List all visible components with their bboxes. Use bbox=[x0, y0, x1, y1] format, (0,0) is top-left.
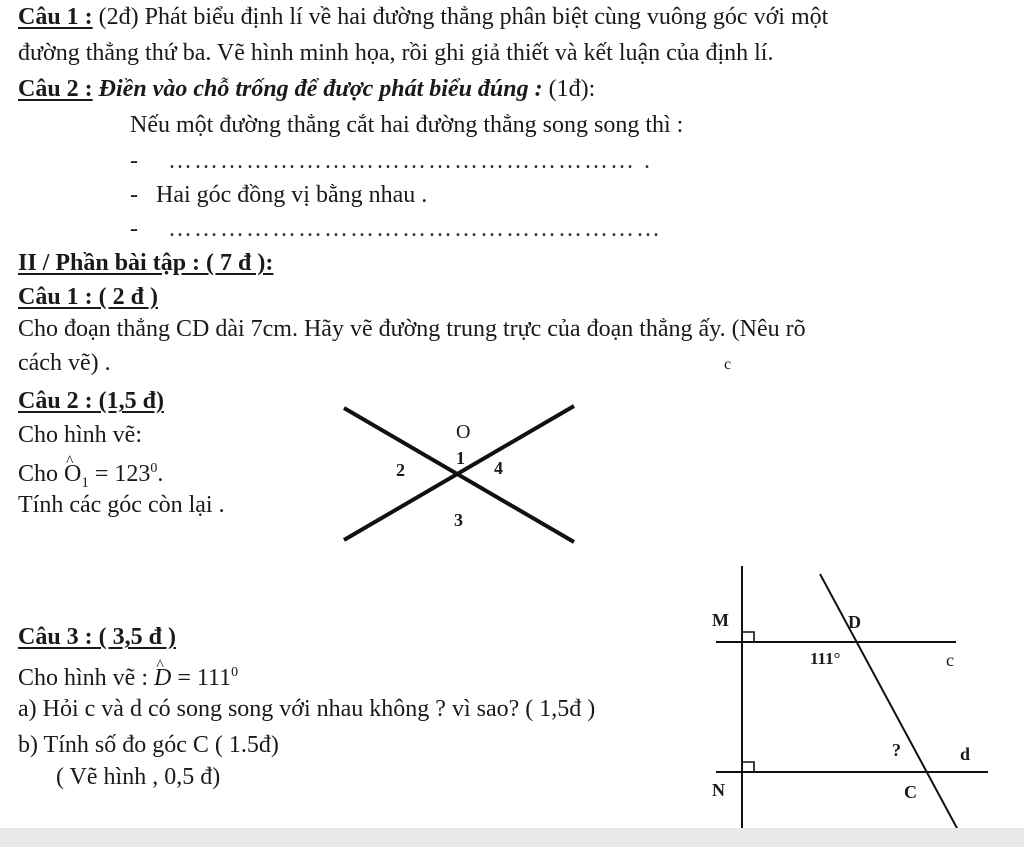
bullet-dash: - bbox=[130, 182, 156, 208]
ex3-label: Câu 3 : ( 3,5 đ ) bbox=[18, 624, 177, 650]
angle-d: ^ D bbox=[154, 663, 171, 693]
blank-line-1: ……………………………………………… . bbox=[168, 148, 652, 174]
ex2-given-end: . bbox=[157, 461, 164, 487]
ex3-given bbox=[18, 658, 238, 693]
ex3-given-prefix: Cho hình vẽ : bbox=[18, 665, 154, 691]
angle-symbol: O bbox=[64, 461, 82, 487]
label-angle-111: 111° bbox=[810, 649, 841, 668]
q2-points: (1đ): bbox=[542, 76, 596, 102]
transversal-dc bbox=[820, 574, 958, 830]
stray-mark: c bbox=[724, 356, 732, 373]
blank-bullet-1 bbox=[130, 146, 652, 176]
ex3-note: ( Vẽ hình , 0,5 đ) bbox=[56, 764, 221, 790]
label-angle-4: 4 bbox=[494, 458, 503, 478]
ex3-angle-value: = 111 bbox=[171, 665, 232, 691]
bullet-2 bbox=[130, 180, 427, 210]
q2-label: Câu 2 : bbox=[18, 76, 93, 102]
label-n: N bbox=[712, 780, 725, 800]
ex2-line-3: Tính các góc còn lại . bbox=[18, 492, 225, 518]
blank-bullet-3 bbox=[130, 214, 662, 244]
ex3-question-b: b) Tính số đo góc C ( 1.5đ) bbox=[18, 732, 279, 758]
angle-value: = 123 bbox=[88, 461, 151, 487]
ex2-given-prefix: Cho bbox=[18, 461, 65, 487]
ex3-question-a: a) Hỏi c và d có song song với nhau không ? vì sao? ( 1,5đ ) bbox=[18, 696, 596, 722]
label-angle-1: 1 bbox=[456, 448, 465, 468]
label-m: M bbox=[712, 610, 729, 630]
blank-line-3: ………………………………………………… bbox=[168, 216, 662, 242]
right-angle-marker-n bbox=[742, 762, 754, 772]
label-line-c: c bbox=[946, 650, 954, 670]
ex3-figure bbox=[700, 566, 1000, 830]
label-c-point: C bbox=[904, 782, 917, 802]
ex1-text-2: cách vẽ) . bbox=[18, 350, 111, 376]
angle-subscript: 1 bbox=[81, 474, 89, 491]
ex1-label: Câu 1 : ( 2 đ ) bbox=[18, 284, 159, 310]
degree-mark: 0 bbox=[231, 665, 239, 680]
label-unknown-angle: ? bbox=[892, 740, 901, 760]
label-line-d: d bbox=[960, 744, 971, 764]
q2-stem: Nếu một đường thẳng cắt hai đường thẳng song song thì : bbox=[130, 112, 684, 138]
q2-instruction: Điền vào chỗ trống để được phát biểu đúng : bbox=[98, 76, 543, 102]
ex2-figure bbox=[340, 400, 580, 550]
bullet-dash: - bbox=[130, 216, 168, 242]
ex1-text-1: Cho đoạn thẳng CD dài 7cm. Hãy vẽ đường trung trực của đoạn thẳng ấy. (Nêu rõ bbox=[18, 316, 806, 342]
ex2-label: Câu 2 : (1,5 đ) bbox=[18, 388, 165, 414]
right-angle-marker-m bbox=[742, 632, 754, 642]
part1-q1-line1 bbox=[18, 2, 828, 32]
label-angle-2: 2 bbox=[396, 460, 405, 480]
ex2-line-1: Cho hình vẽ: bbox=[18, 422, 142, 448]
bullet-2-text: Hai góc đồng vị bằng nhau . bbox=[156, 182, 428, 208]
label-d-point: D bbox=[848, 612, 861, 632]
degree-mark: 0 bbox=[150, 461, 158, 476]
label-angle-3: 3 bbox=[454, 510, 463, 530]
part1-q1-line2: đường thẳng thứ ba. Vẽ hình minh họa, rồi ghi giả thiết và kết luận của định lí. bbox=[18, 40, 774, 66]
q1-text: (2đ) Phát biểu định lí về hai đường thẳng phân biệt cùng vuông góc với một bbox=[92, 4, 829, 30]
bullet-dash: - bbox=[130, 148, 168, 174]
label-o: O bbox=[456, 421, 471, 443]
q1-label: Câu 1 : bbox=[18, 4, 93, 30]
part1-q2-line bbox=[18, 74, 595, 104]
bottom-bar bbox=[0, 828, 1024, 847]
part2-heading: II / Phần bài tập : ( 7 đ ): bbox=[18, 250, 274, 276]
